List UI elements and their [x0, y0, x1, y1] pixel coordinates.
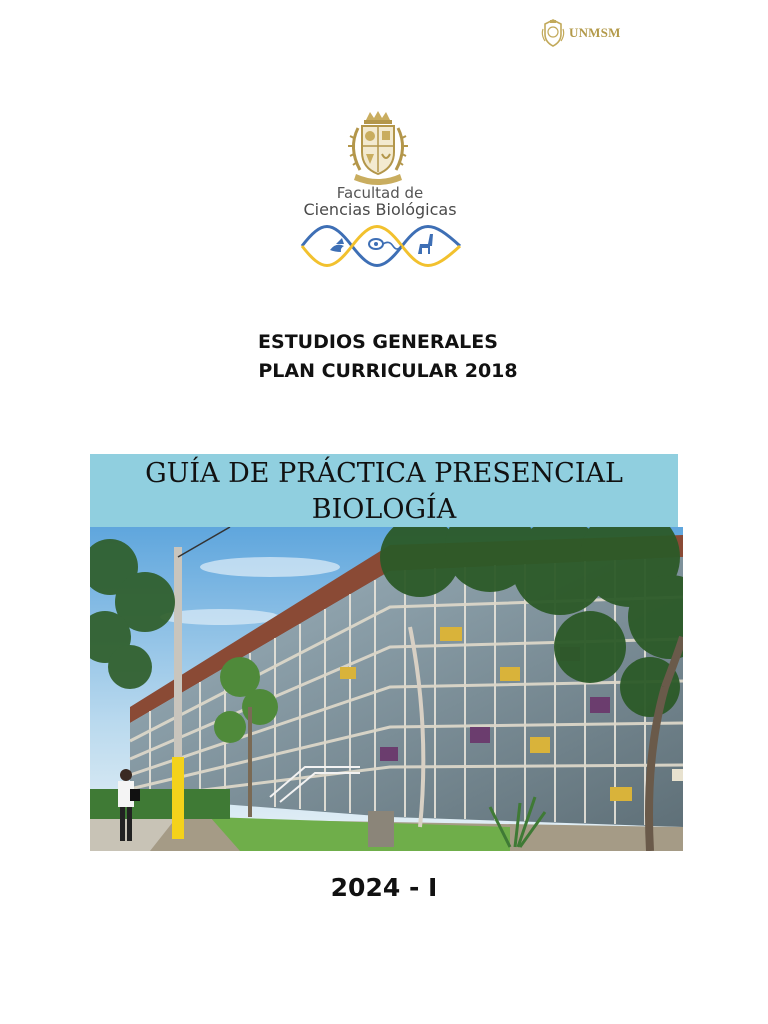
faculty-name-line1: Facultad de — [336, 184, 424, 202]
bird-icon — [330, 238, 344, 252]
subject-title: BIOLOGÍA — [311, 494, 457, 525]
university-seal-icon — [541, 19, 565, 47]
academic-period: 2024 - I — [330, 873, 438, 902]
faculty-logo — [272, 104, 488, 276]
faculty-seal-icon — [344, 110, 412, 188]
guide-title: GUÍA DE PRÁCTICA PRESENCIAL — [145, 458, 623, 489]
program-heading: ESTUDIOS GENERALES — [258, 331, 498, 353]
building-photo — [90, 527, 683, 851]
title-banner — [90, 454, 678, 527]
university-mark — [541, 18, 621, 48]
curriculum-heading: PLAN CURRICULAR 2018 — [258, 360, 518, 382]
llama-icon — [418, 234, 433, 254]
dna-helix-icon — [300, 222, 462, 270]
university-abbrev: UNMSM — [569, 25, 621, 40]
faculty-name-line2: Ciencias Biológicas — [303, 200, 457, 219]
faculty-building-image — [90, 527, 683, 851]
